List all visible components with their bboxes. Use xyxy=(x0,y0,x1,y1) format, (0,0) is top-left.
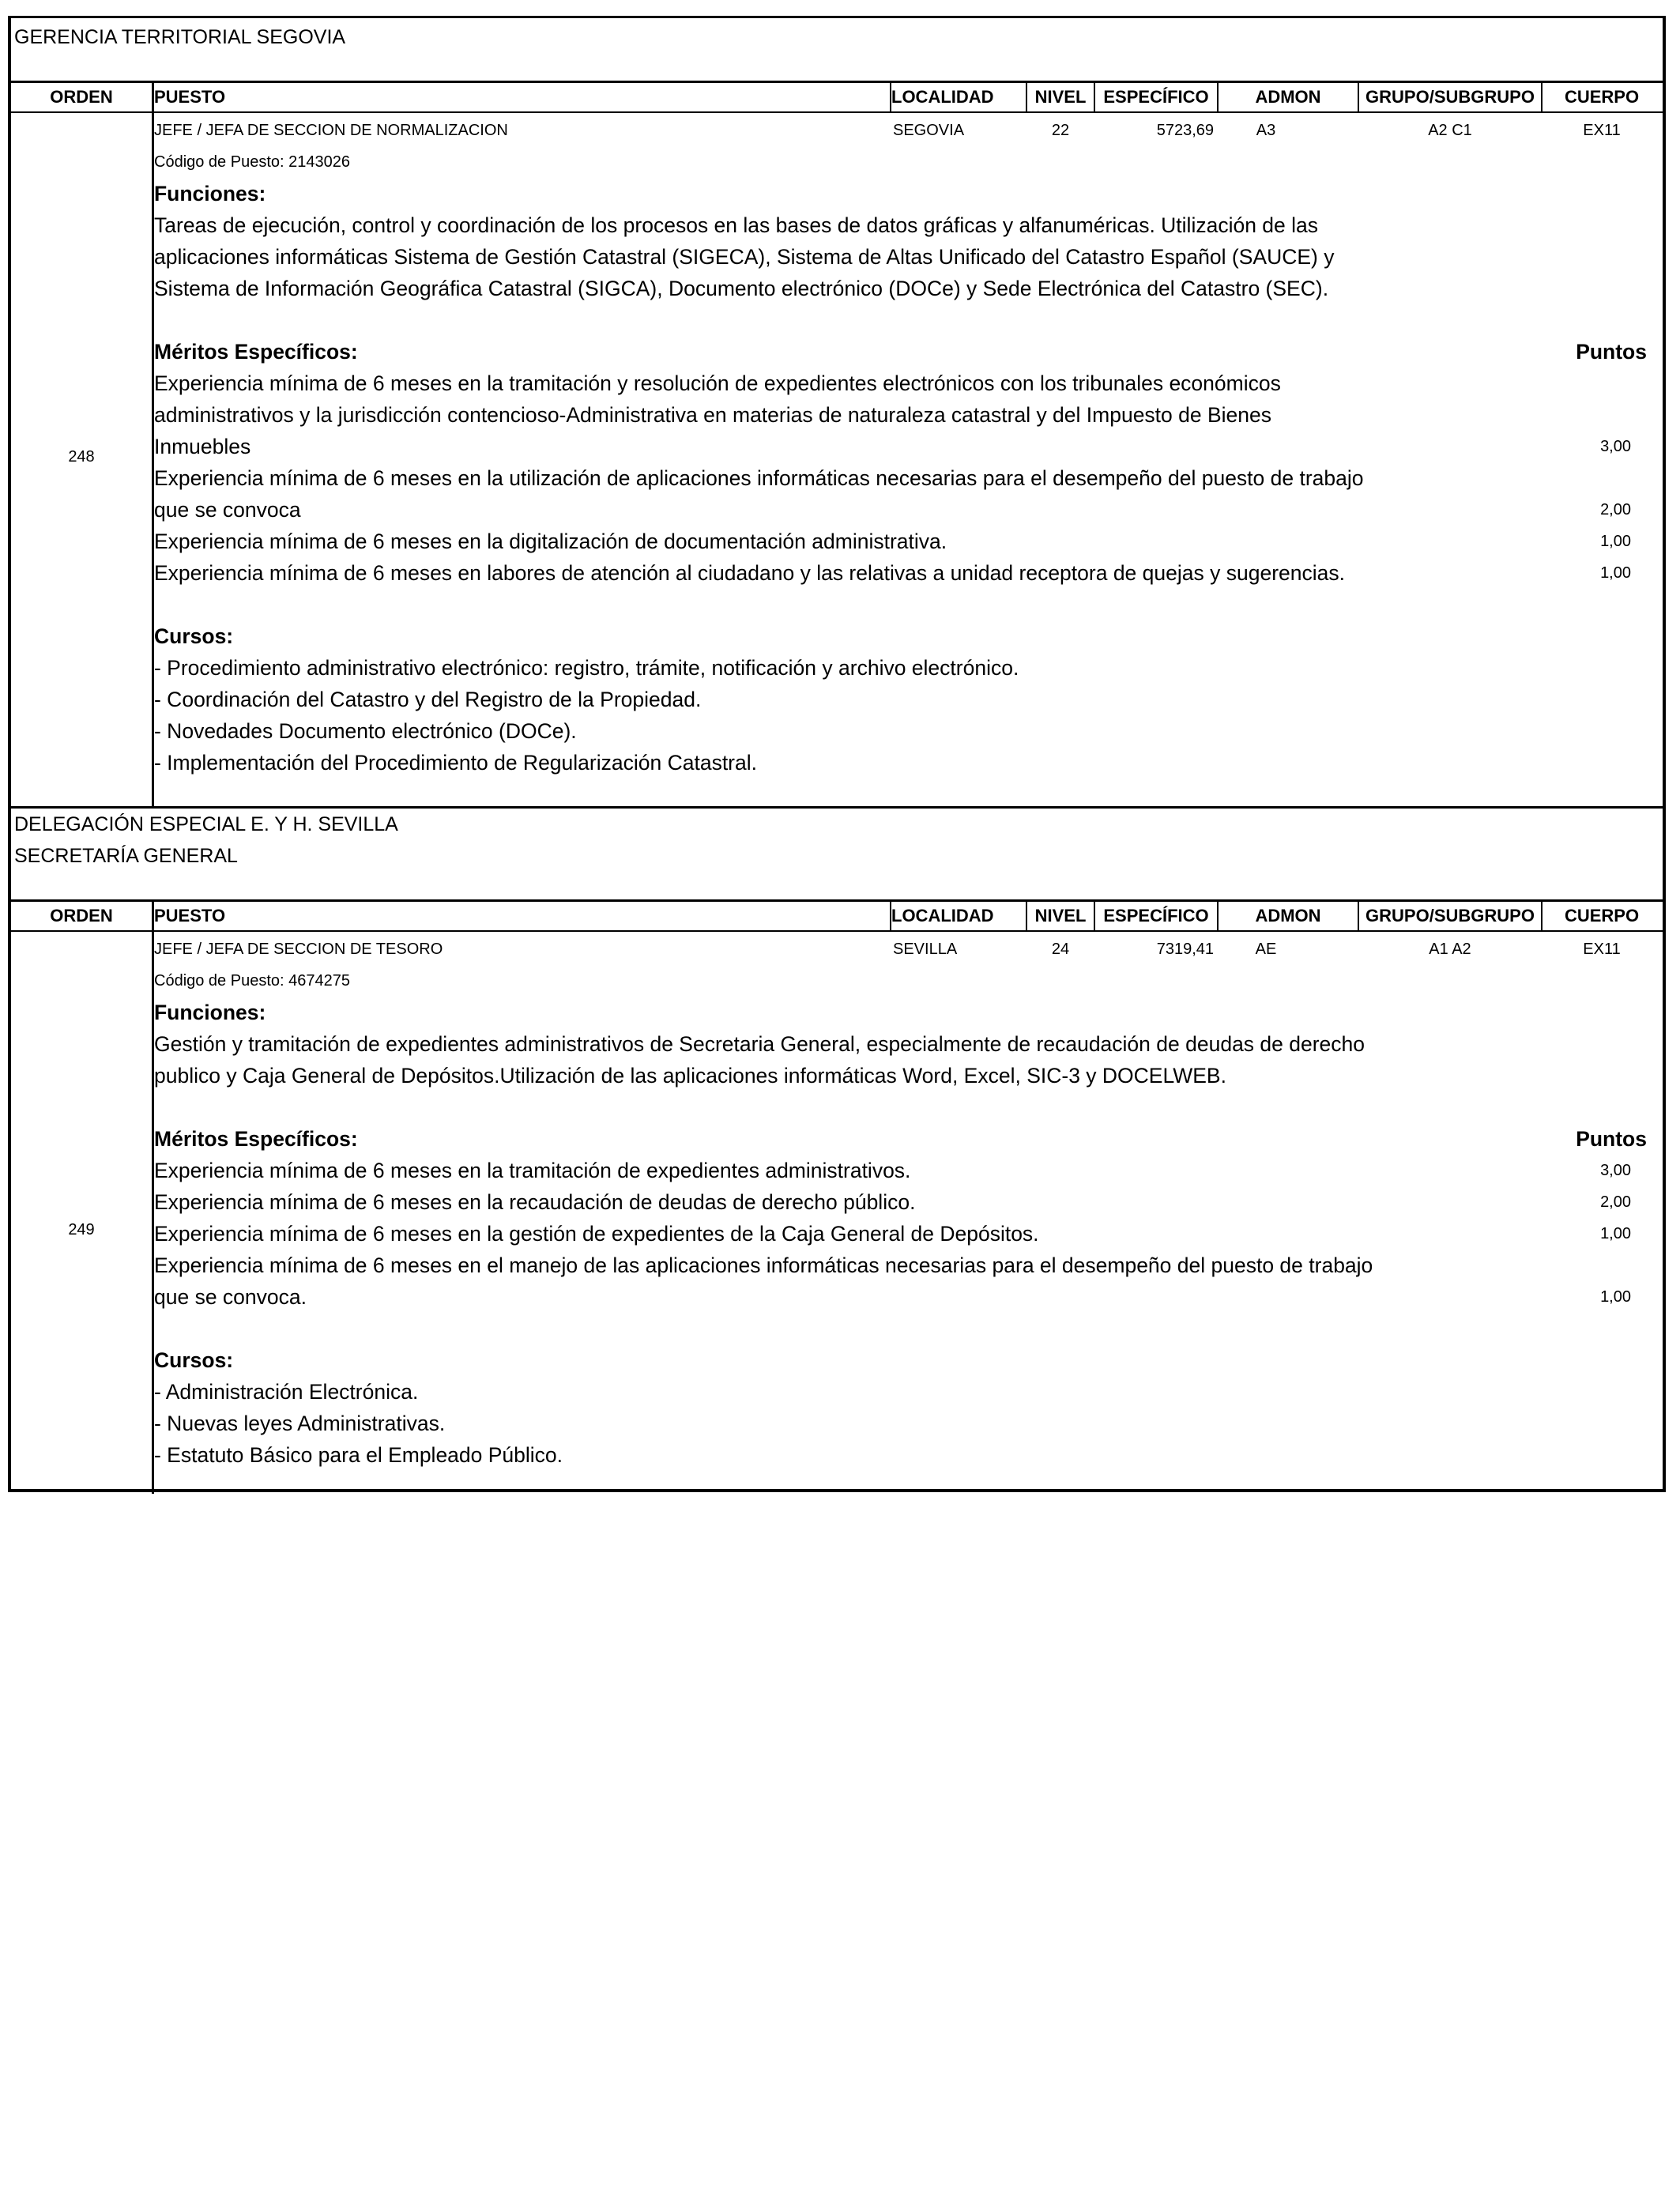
department-subname: SECRETARÍA GENERAL xyxy=(14,845,238,867)
col-header-puesto: PUESTO xyxy=(154,87,226,107)
col-header-cuerpo: CUERPO xyxy=(1564,87,1640,107)
curso-line: - Coordinación del Catastro y del Registro de la Propiedad. xyxy=(154,688,702,711)
cursos-heading: Cursos: xyxy=(154,624,234,648)
grupo-value: A2 C1 xyxy=(1428,122,1472,139)
curso-line: - Administración Electrónica. xyxy=(154,1380,419,1404)
cursos-heading: Cursos: xyxy=(154,1348,234,1372)
curso-line: - Novedades Documento electrónico (DOCe). xyxy=(154,719,577,743)
merito-line: Experiencia mínima de 6 meses en la gestión de expedientes de la Caja General de Depósitos. xyxy=(154,1222,1039,1246)
puntos-value: 1,00 xyxy=(1600,1225,1631,1242)
funciones-heading: Funciones: xyxy=(154,1001,266,1024)
funciones-line: aplicaciones informáticas Sistema de Gestión Catastral (SIGECA), Sistema de Altas Unificado del Catastro Español (SAUCE) y xyxy=(154,245,1335,269)
merito-line: Experiencia mínima de 6 meses en labores de atención al ciudadano y las relativas a unidad receptora de quejas y sugerencias. xyxy=(154,561,1345,585)
cuerpo-value: EX11 xyxy=(1583,941,1621,958)
curso-line: - Estatuto Básico para el Empleado Público. xyxy=(154,1443,563,1467)
col-header-orden: ORDEN xyxy=(50,87,113,107)
col-header-especifico: ESPECÍFICO xyxy=(1103,906,1209,925)
col-header-nivel: NIVEL xyxy=(1034,906,1087,925)
merito-line: Experiencia mínima de 6 meses en la tramitación y resolución de expedientes electrónicos con los tribunales económicos xyxy=(154,371,1281,395)
funciones-line: Tareas de ejecución, control y coordinación de los procesos en las bases de datos gráficas y alfanuméricas. Utilización de las xyxy=(154,213,1319,237)
col-header-puesto: PUESTO xyxy=(154,906,226,925)
orden-value: 249 xyxy=(68,1221,95,1238)
orden-value: 248 xyxy=(68,448,95,466)
grupo-value: A1 A2 xyxy=(1429,941,1471,958)
puntos-value: 3,00 xyxy=(1600,1162,1631,1179)
funciones-heading: Funciones: xyxy=(154,182,266,205)
puntos-heading: Puntos xyxy=(1576,1127,1647,1151)
col-header-cuerpo: CUERPO xyxy=(1564,906,1640,925)
puntos-heading: Puntos xyxy=(1576,340,1647,364)
puntos-value: 1,00 xyxy=(1600,533,1631,550)
merito-line: que se convoca xyxy=(154,498,301,522)
merito-line: administrativos y la jurisdicción contencioso-Administrativa en materias de naturaleza catastral y del Impuesto de Bienes xyxy=(154,403,1272,427)
curso-line: - Implementación del Procedimiento de Regularización Catastral. xyxy=(154,751,757,775)
puntos-value: 2,00 xyxy=(1600,501,1631,518)
col-header-localidad: LOCALIDAD xyxy=(891,906,994,925)
merito-line: Experiencia mínima de 6 meses en el manejo de las aplicaciones informáticas necesarias para el desempeño del puesto de trabajo xyxy=(154,1253,1373,1277)
funciones-line: Gestión y tramitación de expedientes administrativos de Secretaria General, especialmente de recaudación de deudas de derecho xyxy=(154,1032,1365,1056)
col-header-especifico: ESPECÍFICO xyxy=(1103,87,1209,107)
merito-line: Experiencia mínima de 6 meses en la tramitación de expedientes administrativos. xyxy=(154,1159,911,1182)
col-header-localidad: LOCALIDAD xyxy=(891,87,994,107)
localidad-value: SEGOVIA xyxy=(893,122,965,139)
meritos-heading: Méritos Específicos: xyxy=(154,340,358,364)
funciones-line: Sistema de Información Geográfica Catastral (SIGCA), Documento electrónico (DOCe) y Sede Electrónica del Catastro (SEC). xyxy=(154,277,1329,300)
col-header-grupo: GRUPO/SUBGRUPO xyxy=(1365,87,1535,107)
col-header-admon: ADMON xyxy=(1255,87,1321,107)
puntos-value: 2,00 xyxy=(1600,1193,1631,1211)
col-header-grupo: GRUPO/SUBGRUPO xyxy=(1365,906,1535,925)
especifico-value: 7319,41 xyxy=(1156,941,1214,958)
codigo-puesto: Código de Puesto: 4674275 xyxy=(154,972,350,990)
meritos-heading: Méritos Específicos: xyxy=(154,1127,358,1151)
curso-line: - Procedimiento administrativo electrónico: registro, trámite, notificación y archivo electrónico. xyxy=(154,656,1019,680)
divider xyxy=(11,111,1663,113)
puntos-value: 1,00 xyxy=(1600,1288,1631,1306)
cuerpo-value: EX11 xyxy=(1583,122,1621,139)
col-header-orden: ORDEN xyxy=(50,906,113,925)
department-name: GERENCIA TERRITORIAL SEGOVIA xyxy=(14,26,346,48)
puntos-value: 3,00 xyxy=(1600,438,1631,455)
puntos-value: 1,00 xyxy=(1600,564,1631,582)
merito-line: que se convoca. xyxy=(154,1285,307,1309)
puesto-value: JEFE / JEFA DE SECCION DE TESORO xyxy=(154,941,443,958)
admon-value: A3 xyxy=(1256,122,1276,139)
department-name: DELEGACIÓN ESPECIAL E. Y H. SEVILLA xyxy=(14,813,398,835)
nivel-value: 22 xyxy=(1051,122,1070,139)
merito-line: Inmuebles xyxy=(154,435,251,458)
merito-line: Experiencia mínima de 6 meses en la recaudación de deudas de derecho público. xyxy=(154,1190,916,1214)
codigo-puesto: Código de Puesto: 2143026 xyxy=(154,153,350,171)
document-table xyxy=(8,16,1666,1492)
merito-line: Experiencia mínima de 6 meses en la utilización de aplicaciones informáticas necesarias para el desempeño del puesto de trabajo xyxy=(154,466,1364,490)
especifico-value: 5723,69 xyxy=(1156,122,1214,139)
puesto-value: JEFE / JEFA DE SECCION DE NORMALIZACION xyxy=(154,122,508,139)
funciones-line: publico y Caja General de Depósitos.Utilización de las aplicaciones informáticas Word, Excel, SIC-3 y DOCELWEB. xyxy=(154,1064,1226,1088)
localidad-value: SEVILLA xyxy=(893,941,958,958)
divider xyxy=(11,930,1663,932)
col-header-admon: ADMON xyxy=(1255,906,1321,925)
col-header-nivel: NIVEL xyxy=(1034,87,1087,107)
merito-line: Experiencia mínima de 6 meses en la digitalización de documentación administrativa. xyxy=(154,530,947,553)
admon-value: AE xyxy=(1255,941,1277,958)
nivel-value: 24 xyxy=(1051,941,1070,958)
curso-line: - Nuevas leyes Administrativas. xyxy=(154,1412,446,1435)
